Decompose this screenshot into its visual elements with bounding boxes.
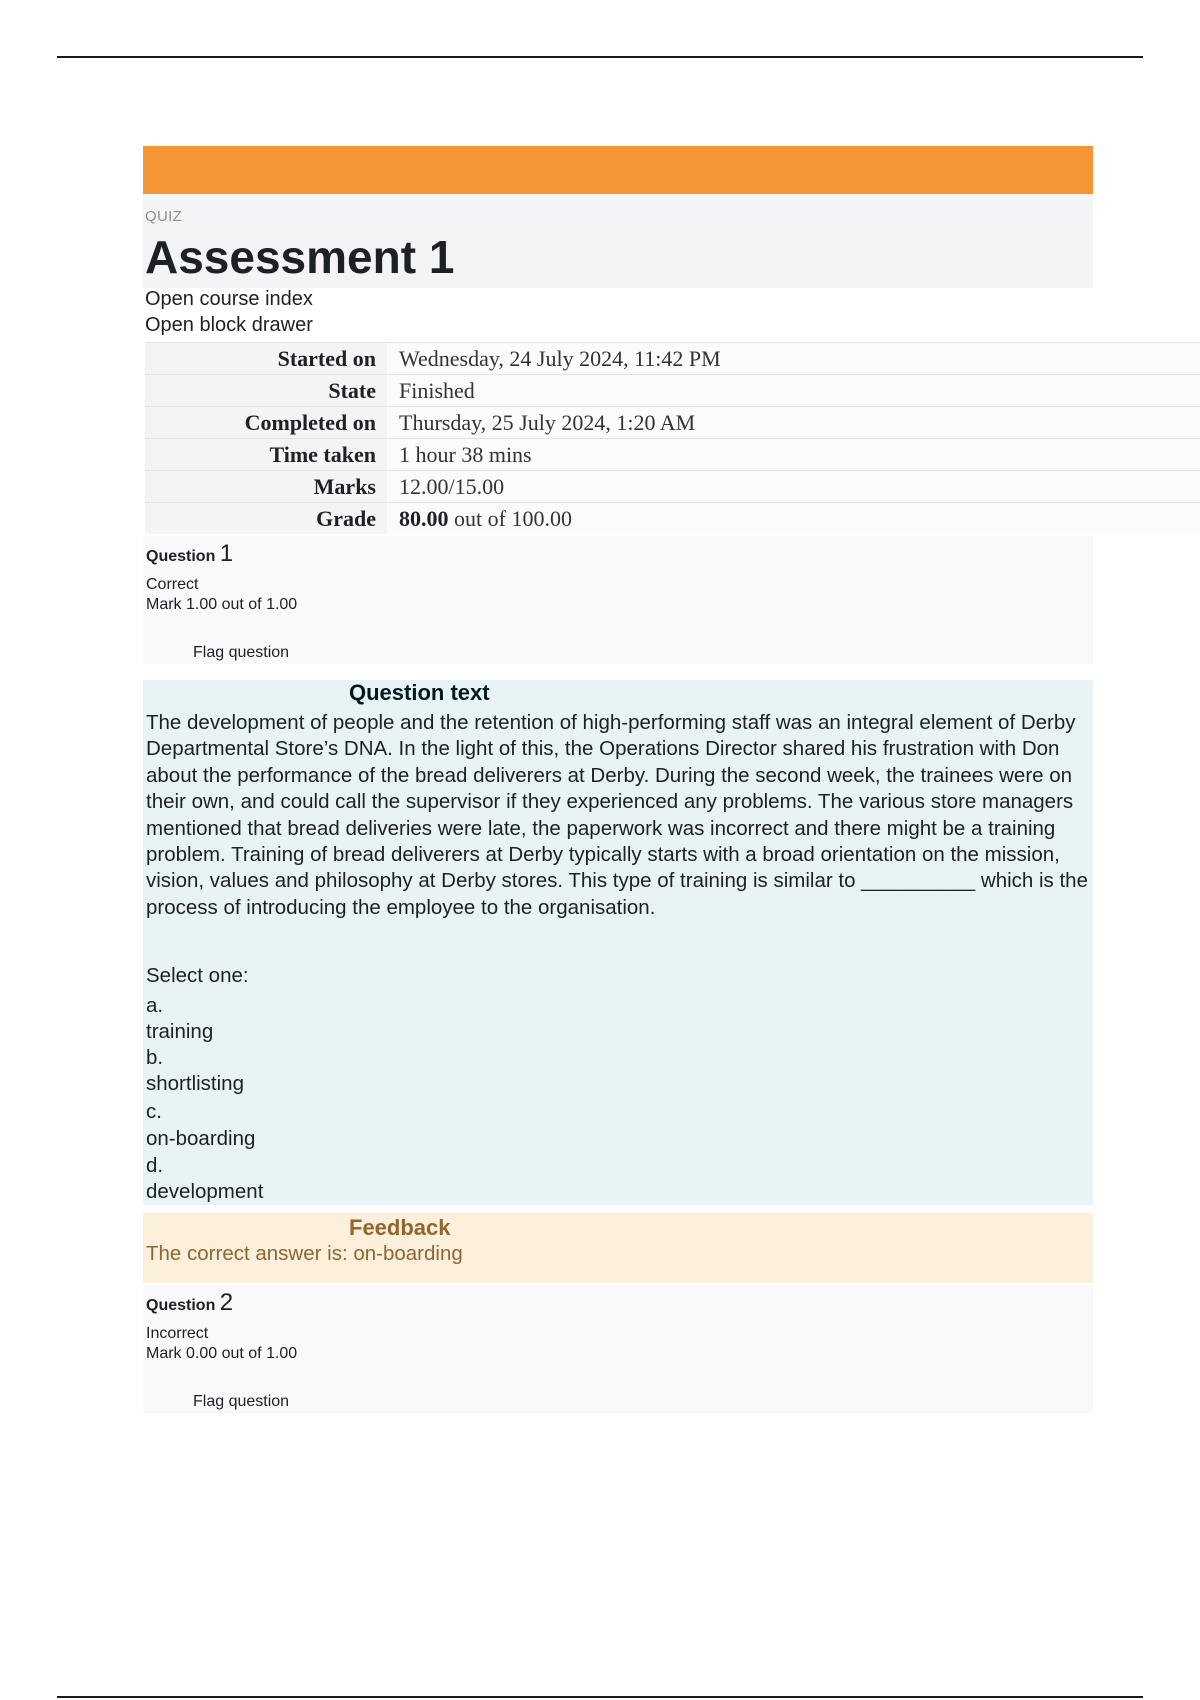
feedback-text: The correct answer is: on-boarding (146, 1242, 463, 1265)
question-1-info (143, 536, 1093, 664)
summary-row-marks (145, 471, 1200, 503)
option-c-answer[interactable]: on-boarding (146, 1127, 256, 1150)
question-2-info (143, 1285, 1093, 1413)
summary-row-started (145, 343, 1200, 375)
page-bottom-rule (57, 1696, 1143, 1698)
summary-label: Time taken (145, 439, 387, 471)
question-mark: Mark 0.00 out of 1.00 (146, 1345, 298, 1362)
question-state: Incorrect (146, 1325, 209, 1342)
flag-question-button[interactable]: Flag question (193, 644, 290, 661)
page-top-rule (57, 56, 1143, 58)
flag-question-button[interactable]: Flag question (193, 1393, 290, 1410)
summary-row-state (145, 375, 1200, 407)
question-number (146, 540, 233, 568)
question-number-value: 2 (219, 1289, 234, 1316)
option-d-letter: d. (146, 1154, 164, 1177)
summary-value (387, 503, 1200, 535)
summary-label: State (145, 375, 387, 407)
question-prefix: Question (146, 548, 220, 565)
select-one-prompt: Select one: (146, 964, 249, 987)
summary-label: Marks (145, 471, 387, 503)
question-prefix: Question (146, 1297, 220, 1314)
summary-value: Thursday, 25 July 2024, 1:20 AM (387, 407, 1200, 439)
summary-label: Completed on (145, 407, 387, 439)
option-a-letter: a. (146, 994, 164, 1017)
question-mark: Mark 1.00 out of 1.00 (146, 596, 298, 613)
question-number-value: 1 (219, 540, 234, 567)
question-text: The development of people and the retention of high-performing staff was an integral element of Derby Departmental Store’s DNA. In the light of this, the Operations Director shared his frustration with Don about the performance of the bread deliverers at Derby. During the second week, the trainees were on their own, and could call the supervisor if they experienced any problems. The various store managers mentioned that bread deliveries were late, the paperwork was incorrect and there might be a training problem. Training of bread deliverers at Derby typically starts with a broad orientation on the mission, vision, values and philosophy at Derby stores. This type of training is similar to __________ which is the process of introducing the employee to the organisation. (146, 711, 1088, 919)
feedback-heading: Feedback (349, 1215, 451, 1240)
question-text-heading: Question text (349, 680, 490, 705)
option-c-letter: c. (146, 1100, 162, 1123)
summary-label: Started on (145, 343, 387, 375)
page-title: Assessment 1 (145, 231, 455, 283)
course-banner (143, 146, 1093, 194)
summary-value: 1 hour 38 mins (387, 439, 1200, 471)
open-course-index-link[interactable]: Open course index (145, 288, 313, 310)
grade-score: 80.00 (399, 505, 449, 531)
summary-row-grade (145, 503, 1200, 535)
question-number (146, 1289, 233, 1317)
question-1-feedback (143, 1213, 1093, 1283)
summary-value: Wednesday, 24 July 2024, 11:42 PM (387, 343, 1200, 375)
question-1-formulation (143, 680, 1093, 1205)
page-header (143, 194, 1093, 288)
attempt-summary-table (145, 342, 1200, 534)
option-b-answer[interactable]: shortlisting (146, 1072, 244, 1095)
summary-value: Finished (387, 375, 1200, 407)
open-block-drawer-link[interactable]: Open block drawer (145, 314, 313, 336)
option-a-answer[interactable]: training (146, 1020, 214, 1043)
option-d-answer[interactable]: development (146, 1180, 264, 1203)
summary-value: 12.00/15.00 (387, 471, 1200, 503)
option-b-letter: b. (146, 1046, 164, 1069)
summary-row-completed (145, 407, 1200, 439)
question-state: Correct (146, 576, 199, 593)
summary-row-time-taken (145, 439, 1200, 471)
summary-label: Grade (145, 503, 387, 535)
page-kicker: QUIZ (145, 208, 183, 225)
grade-out-of: out of 100.00 (448, 505, 572, 531)
